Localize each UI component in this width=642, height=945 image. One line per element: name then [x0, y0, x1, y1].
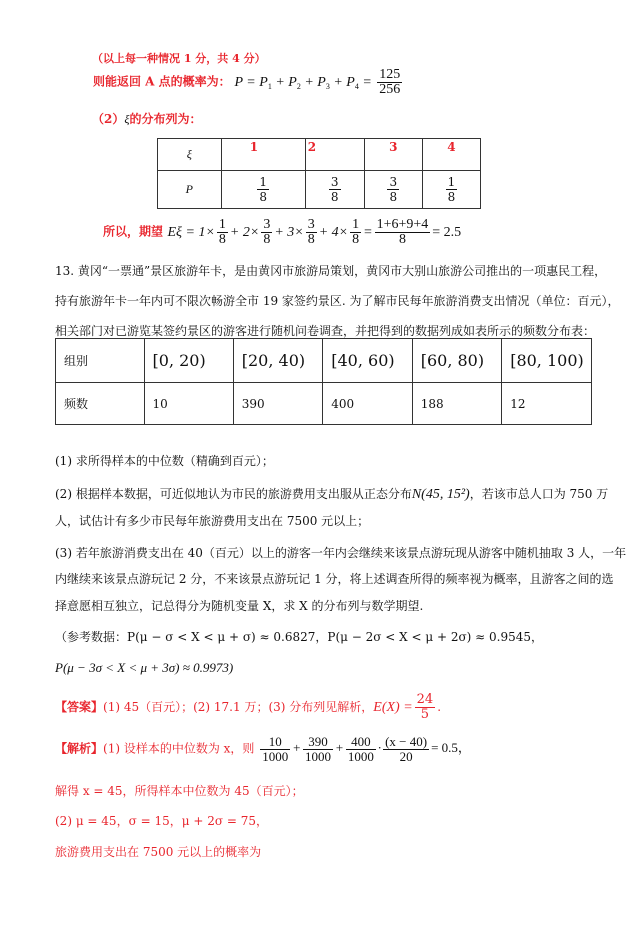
score-note: （以上每一种情况 1 分，共 4 分） — [92, 52, 266, 65]
solution-tag: 【解析】 — [55, 741, 104, 756]
p-header: P — [158, 171, 222, 209]
reference-data: （参考数据：P(μ − σ < X < μ + σ) ≈ 0.6827，P(μ − 2σ < X < μ + 2σ) ≈ 0.9545， — [55, 630, 544, 644]
expectation-line: 所以，期望 Eξ = 1× $\frac{1}{8}$ + 2× $\frac{3}{8}$ + 3× $\frac{3}{8}$ + 4× $\frac{1}{8}$ = $\frac{1+6+9+4}{8}$ = 2.5 — [103, 217, 462, 247]
xi-header: ξ — [158, 139, 222, 171]
count-header: 频数 — [56, 383, 145, 425]
group-range: [60, 80) — [412, 339, 501, 383]
count-value: 390 — [233, 383, 322, 425]
probability-lead: 则能返回 A 点的概率为： — [93, 74, 231, 89]
group-range: [20, 40) — [233, 339, 322, 383]
question-3-line: 内继续来该景点游玩记 2 分，不来该景点游玩记 1 分，将上述调查所得的频率视为概率，且游客之间的选 — [55, 572, 614, 586]
q13-line: 持有旅游年卡一年内可不限次畅游全市 19 家签约景区. 为了解市民每年旅游消费支出情况（单位：百元）， — [55, 294, 620, 308]
question-2-line: (2) 根据样本数据，可近似地认为市民的旅游费用支出服从正态分布N(45, 15²)，若该市总人口为 750 万 — [55, 487, 609, 502]
question-3-line: 择意愿相互独立，记总得分为随机变量 X，求 X 的分布列与数学期望. — [55, 599, 424, 613]
p-value: $\frac{1}{8}$ — [221, 171, 305, 209]
distribution-table — [157, 138, 481, 209]
answer-tag: 【答案】 — [55, 700, 104, 714]
q13-line: 相关部门对已游览某签约景区的游客进行随机问卷调查，并把得到的数据列成如表所示的频数分布表： — [55, 324, 596, 338]
q13-line: 13. 黄冈“一票通”景区旅游年卡，是由黄冈市旅游局策划，黄冈市大别山旅游公司推出的一项惠民工程， — [55, 264, 607, 278]
question-1: (1) 求所得样本的中位数（精确到百元）； — [55, 454, 274, 468]
xi-value: 3 — [364, 139, 422, 171]
p-value: $\frac{1}{8}$ — [422, 171, 480, 209]
group-header: 组别 — [56, 339, 145, 383]
group-range: [80, 100) — [502, 339, 592, 383]
probability-expression: $P = P_1 + P_2 + P_3 + P_4$ = $\frac{125}{256}$ — [234, 67, 401, 97]
count-value: 10 — [144, 383, 233, 425]
xi-value: 4 — [422, 139, 480, 171]
group-range: [0, 20) — [144, 339, 233, 383]
question-3-line: (3) 若年旅游消费支出在 40（百元）以上的游客一年内会继续来该景点游玩现从游客中随机抽取 3 人，一年 — [55, 546, 627, 560]
count-value: 188 — [412, 383, 501, 425]
answer-line: 【答案】(1) 45（百元）；(2) 17.1 万；(3) 分布列见解析，E(X) = $\frac{24}{5}$ . — [55, 692, 442, 722]
p-value: $\frac{3}{8}$ — [305, 171, 364, 209]
part2-heading: （2）ξ的分布列为： — [92, 112, 202, 126]
xi-value: 2 — [305, 139, 364, 171]
solution-line: 旅游费用支出在 7500 元以上的概率为 — [55, 845, 262, 859]
question-2-line: 人，试估计有多少市民每年旅游费用支出在 7500 元以上； — [55, 514, 370, 528]
answer-text: (1) 45（百元）；(2) 17.1 万；(3) 分布列见解析， — [103, 700, 374, 714]
expectation-lead: 所以，期望 — [103, 224, 164, 239]
solution-line: 【解析】(1) 设样本的中位数为 x，则 $\frac{10}{1000}$ + $\frac{390}{1000}$ + $\frac{400}{1000}$ · $\frac{(x - 40)}{20}$ = 0.5， — [55, 734, 471, 764]
xi-value: 1 — [221, 139, 305, 171]
solution-line: 解得 x = 45，所得样本中位数为 45（百元）； — [55, 784, 304, 798]
count-value: 400 — [323, 383, 412, 425]
solution-line: (2) μ = 45，σ = 15，μ + 2σ = 75， — [55, 814, 268, 828]
probability-line — [93, 68, 404, 97]
frequency-table — [55, 338, 592, 425]
reference-data: P(μ − 3σ < X < μ + 3σ) ≈ 0.9973) — [55, 660, 234, 675]
group-range: [40, 60) — [323, 339, 412, 383]
p-value: $\frac{3}{8}$ — [364, 171, 422, 209]
count-value: 12 — [502, 383, 592, 425]
